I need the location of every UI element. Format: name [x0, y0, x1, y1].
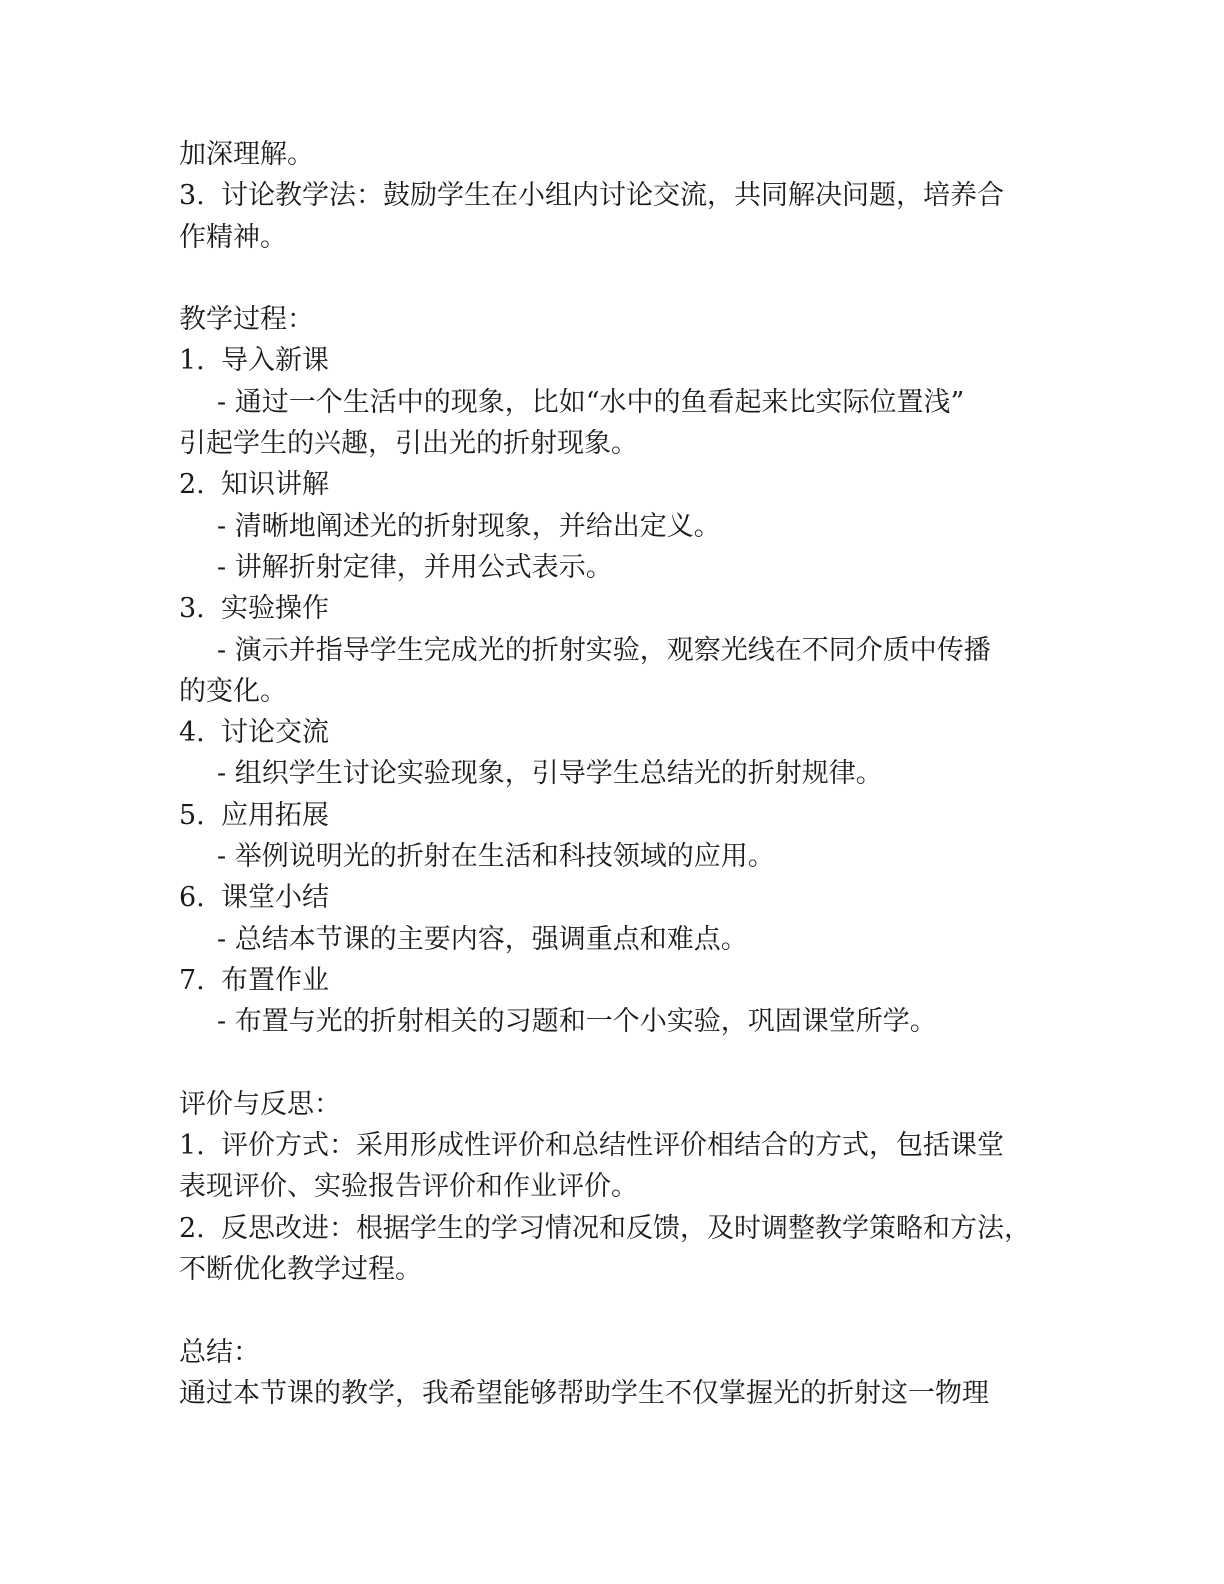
step-title: 应用拓展: [221, 799, 329, 831]
step-title: 课堂小结: [221, 882, 329, 914]
step-number: 3.: [179, 593, 205, 625]
step-2-detail-2: - 讲解折射定律，并用公式表示。: [217, 551, 613, 583]
step-title: 导入新课: [221, 345, 329, 377]
step-2-detail-1: - 清晰地阐述光的折射现象，并给出定义。: [217, 510, 721, 542]
step-number: 6.: [179, 882, 205, 914]
step-title: 实验操作: [221, 593, 329, 625]
step-3-continuation: 的变化。: [179, 675, 287, 707]
eval-text: 反思改进：根据学生的学习情况和反馈，及时调整教学策略和方法，: [221, 1212, 1031, 1244]
step-number: 1.: [179, 345, 205, 377]
eval-text: 评价方式：采用形成性评价和总结性评价相结合的方式，包括课堂: [221, 1130, 1004, 1162]
process-step-5: [179, 795, 1059, 836]
method-item-3-text: 讨论教学法：鼓励学生在小组内讨论交流，共同解决问题，培养合: [221, 180, 1004, 212]
step-4-detail-1: - 组织学生讨论实验现象，引导学生总结光的折射规律。: [217, 758, 883, 790]
step-title: 讨论交流: [221, 717, 329, 749]
intro-tail: 加深理解。: [179, 139, 314, 170]
document-body: [179, 134, 1059, 1414]
step-title: 布置作业: [221, 964, 329, 996]
summary-heading: 总结：: [179, 1336, 260, 1368]
step-3-detail-1: - 演示并指导学生完成光的折射实验，观察光线在不同介质中传播: [217, 634, 991, 666]
evaluation-heading: 评价与反思：: [179, 1088, 341, 1120]
step-1-detail-1: - 通过一个生活中的现象，比如“水中的鱼看起来比实际位置浅”: [217, 386, 965, 418]
step-6-detail-1: - 总结本节课的主要内容，强调重点和难点。: [217, 923, 748, 955]
method-item-3-number: 3.: [179, 180, 205, 212]
process-step-3: [179, 588, 1059, 629]
process-step-1: [179, 340, 1059, 381]
step-number: 2.: [179, 469, 205, 501]
step-7-detail-1: - 布置与光的折射相关的习题和一个小实验，巩固课堂所学。: [217, 1006, 937, 1038]
evaluation-item-1: [179, 1125, 1059, 1166]
summary-text: 通过本节课的教学，我希望能够帮助学生不仅掌握光的折射这一物理: [179, 1377, 989, 1409]
process-heading: 教学过程：: [179, 304, 314, 336]
eval-number: 2.: [179, 1212, 205, 1244]
process-step-7: [179, 960, 1059, 1001]
spacer: [179, 1043, 1059, 1084]
process-step-6: [179, 877, 1059, 918]
method-item-3: [179, 175, 1059, 216]
eval-number: 1.: [179, 1130, 205, 1162]
step-5-detail-1: - 举例说明光的折射在生活和科技领域的应用。: [217, 841, 775, 873]
step-number: 4.: [179, 717, 205, 749]
step-1-continuation: 引起学生的兴趣，引出光的折射现象。: [179, 428, 638, 460]
step-number: 5.: [179, 799, 205, 831]
spacer: [179, 258, 1059, 299]
process-step-4: [179, 712, 1059, 753]
process-step-2: [179, 464, 1059, 505]
evaluation-item-2: [179, 1208, 1059, 1249]
step-number: 7.: [179, 964, 205, 996]
spacer: [179, 1290, 1059, 1331]
method-item-3-continuation: 作精神。: [179, 221, 287, 253]
step-title: 知识讲解: [221, 469, 329, 501]
evaluation-item-1-continuation: 表现评价、实验报告评价和作业评价。: [179, 1171, 638, 1203]
evaluation-item-2-continuation: 不断优化教学过程。: [179, 1254, 422, 1286]
